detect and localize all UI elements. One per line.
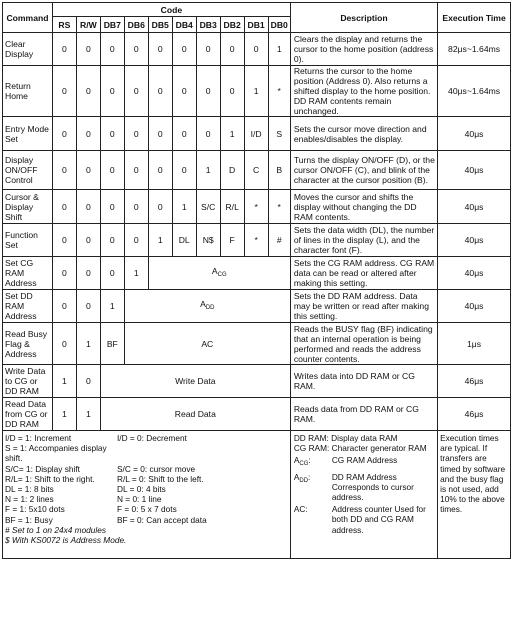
- legend-clear: N = 0: 1 line: [117, 494, 162, 505]
- legend-set: S/C= 1: Display shift: [5, 463, 80, 474]
- code-bit-cell: 0: [52, 257, 76, 290]
- acg-def-letter: A: [293, 455, 300, 466]
- table-row: [3, 323, 511, 365]
- legend-set: BF = 1: Busy: [5, 514, 53, 525]
- code-bit-cell: 0: [76, 151, 100, 190]
- command-name: Read Busy Flag & Address: [3, 323, 53, 365]
- code-bit-cell: 0: [52, 66, 76, 117]
- execution-time: 46μs: [438, 365, 511, 398]
- code-bit-cell: F: [220, 224, 244, 257]
- command-description: Reads data from DD RAM or CG RAM.: [290, 398, 437, 431]
- code-bit-cell: *: [268, 190, 290, 224]
- execution-time: 40μs: [438, 190, 511, 224]
- header-execution-time: Execution Time: [438, 3, 511, 33]
- table-row: [3, 151, 511, 190]
- header-bit-db0: DB0: [268, 17, 290, 33]
- execution-time: 46μs: [438, 398, 511, 431]
- code-bit-cell: BF: [100, 323, 124, 365]
- acg-def-label: [294, 455, 332, 469]
- code-bit-cell: 0: [100, 190, 124, 224]
- header-bit-db4: DB4: [172, 17, 196, 33]
- code-bit-cell: 0: [124, 224, 148, 257]
- code-bit-cell: 0: [196, 117, 220, 151]
- legend-line: [5, 494, 288, 504]
- header-bit-db6: DB6: [124, 17, 148, 33]
- command-name: Set CG RAM Address: [3, 257, 53, 290]
- command-name: Entry Mode Set: [3, 117, 53, 151]
- add-def-label: [294, 472, 332, 503]
- legend-set: N = 1: 2 lines: [5, 494, 54, 505]
- colon: :: [308, 471, 311, 482]
- command-name: Display ON/OFF Control: [3, 151, 53, 190]
- cg-ram-def: CG RAM: Character generator RAM: [293, 443, 427, 454]
- legend-note-ks0072: $ With KS0072 is Address Mode.: [5, 535, 127, 546]
- code-bit-cell: 0: [100, 117, 124, 151]
- code-bit-cell: 1: [196, 151, 220, 190]
- legend-set: R/L= 1: Shift to the right.: [5, 473, 95, 484]
- code-bit-cell: 0: [148, 66, 172, 117]
- code-bit-cell: 1: [76, 323, 100, 365]
- table-row: [3, 117, 511, 151]
- code-bit-cell: 0: [124, 190, 148, 224]
- code-bit-cell: DL: [172, 224, 196, 257]
- command-description: Reads the BUSY flag (BF) indicating that an internal operation is being performed and reads the address counter contents.: [290, 323, 437, 365]
- dd-ram-def: DD RAM: Display data RAM: [293, 433, 398, 443]
- code-span-subscript: CG: [217, 272, 227, 278]
- header-bit-db3: DB3: [196, 17, 220, 33]
- code-bit-cell: 0: [100, 33, 124, 66]
- execution-time: 82μs~1.64ms: [438, 33, 511, 66]
- code-bit-cell: 0: [100, 66, 124, 117]
- legend-line: [5, 484, 288, 494]
- header-bit-db1: DB1: [244, 17, 268, 33]
- code-bit-cell: 1: [52, 365, 76, 398]
- command-name: Function Set: [3, 224, 53, 257]
- code-bit-cell: 0: [52, 323, 76, 365]
- table-row: [3, 290, 511, 323]
- legend-line: [5, 474, 288, 484]
- table-row: [3, 365, 511, 398]
- code-bit-cell: S/C: [196, 190, 220, 224]
- code-bit-cell: 0: [196, 33, 220, 66]
- command-description: Returns the cursor to the home position (Address 0). Also returns a shifted display to the home position. DD RAM contents remain unchanged.: [290, 66, 437, 117]
- code-bit-cell: 0: [148, 117, 172, 151]
- add-def-sub: DD: [299, 477, 309, 484]
- command-description: Clears the display and returns the cursor to the home position (address 0).: [290, 33, 437, 66]
- code-bit-cell: 1: [76, 398, 100, 431]
- code-bit-cell: 0: [76, 33, 100, 66]
- code-bit-cell: 0: [76, 224, 100, 257]
- code-bit-cell: 1: [148, 224, 172, 257]
- command-description: Sets the data width (DL), the number of lines in the display (L), and the character font (F).: [290, 224, 437, 257]
- execution-time: 40μs: [438, 290, 511, 323]
- add-def: [294, 472, 435, 503]
- legend-clear: BF = 0: Can accept data: [117, 514, 207, 525]
- command-description: Turns the display ON/OFF (D), or the cursor ON/OFF (C), and blink of the character at the cursor position (B).: [290, 151, 437, 190]
- ram-legend: [290, 431, 437, 559]
- execution-time: 40μs: [438, 151, 511, 190]
- legend-set: F = 1: 5x10 dots: [5, 504, 65, 515]
- code-bit-cell: 0: [100, 151, 124, 190]
- code-bit-cell: 0: [124, 151, 148, 190]
- command-description: Sets the DD RAM address. Data may be written or read after making this setting.: [290, 290, 437, 323]
- command-description: Sets the cursor move direction and enables/disables the display.: [290, 117, 437, 151]
- table-row: [3, 257, 511, 290]
- code-span-cell: [124, 290, 290, 323]
- legend-line: [5, 515, 288, 525]
- add-def-text: DD RAM Address Corresponds to cursor address.: [331, 471, 414, 503]
- legend-note-24x4: # Set to 1 on 24x4 modules: [5, 524, 107, 535]
- legend-clear: F = 0: 5 x 7 dots: [117, 504, 177, 515]
- code-span-label: Write Data: [175, 376, 216, 386]
- table-row: [3, 224, 511, 257]
- code-bit-cell: 0: [76, 190, 100, 224]
- legend-line: [5, 443, 288, 463]
- legend-line: [5, 464, 288, 474]
- code-bit-cell: 0: [220, 66, 244, 117]
- code-bit-cell: 0: [172, 66, 196, 117]
- command-description: Moves the cursor and shifts the display without changing the DD RAM contents.: [290, 190, 437, 224]
- code-span-cell: [100, 398, 290, 431]
- execution-time: 40μs~1.64ms: [438, 66, 511, 117]
- code-bit-cell: 0: [76, 365, 100, 398]
- legend-set: I/D = 1: Increment: [5, 433, 72, 443]
- code-bit-cell: S: [268, 117, 290, 151]
- execution-time: 40μs: [438, 257, 511, 290]
- code-bit-cell: 0: [52, 224, 76, 257]
- code-bit-cell: 0: [148, 190, 172, 224]
- code-bit-cell: 1: [268, 33, 290, 66]
- code-bit-cell: 0: [172, 117, 196, 151]
- legend-set: S = 1: Accompanies display shift.: [5, 443, 107, 464]
- code-bit-cell: 0: [76, 257, 100, 290]
- code-span-label: AC: [201, 338, 214, 349]
- ac-def-label: [294, 504, 332, 535]
- legend-line: [5, 433, 288, 443]
- code-bit-cell: 0: [52, 117, 76, 151]
- table-row: [3, 33, 511, 66]
- header-bit-rw: R/W: [76, 17, 100, 33]
- code-bit-cell: 0: [196, 66, 220, 117]
- code-bit-cell: 0: [124, 117, 148, 151]
- code-bit-cell: 0: [52, 151, 76, 190]
- command-name: Write Data to CG or DD RAM: [3, 365, 53, 398]
- code-bit-cell: 0: [76, 66, 100, 117]
- header-bit-db7: DB7: [100, 17, 124, 33]
- code-bit-cell: *: [244, 224, 268, 257]
- code-bit-cell: #: [268, 224, 290, 257]
- acg-def: [294, 455, 435, 469]
- code-span-cell: [148, 257, 290, 290]
- code-bit-cell: 1: [244, 66, 268, 117]
- code-bit-cell: 0: [100, 224, 124, 257]
- code-bit-cell: 1: [220, 117, 244, 151]
- ac-def-text: Address counter Used for both DD and CG RAM address.: [331, 504, 426, 535]
- code-bit-cell: R/L: [220, 190, 244, 224]
- ac-def: [294, 504, 435, 535]
- code-span-label: A: [211, 266, 218, 276]
- command-name: Read Data from CG or DD RAM: [3, 398, 53, 431]
- add-def-letter: A: [293, 471, 300, 482]
- command-name: Set DD RAM Address: [3, 290, 53, 323]
- code-bit-cell: 0: [244, 33, 268, 66]
- code-bit-cell: N$: [196, 224, 220, 257]
- legend-row: [3, 431, 511, 559]
- code-bit-cell: 0: [124, 33, 148, 66]
- code-bit-cell: 0: [172, 33, 196, 66]
- header-description: Description: [290, 3, 437, 33]
- code-bit-cell: 0: [76, 117, 100, 151]
- code-bit-cell: *: [244, 190, 268, 224]
- ac-def-letter: AC:: [293, 504, 308, 515]
- table-row: [3, 398, 511, 431]
- command-description: Writes data into DD RAM or CG RAM.: [290, 365, 437, 398]
- code-bit-cell: 0: [100, 257, 124, 290]
- legend-clear: R/L = 0: Shift to the left.: [117, 473, 204, 484]
- legend-clear: S/C = 0: cursor move: [117, 463, 196, 474]
- execution-note: Execution times are typical. If transfers are timed by software and the busy flag is not used, add 10% to the above times.: [438, 431, 511, 559]
- acg-def-sub: CG: [299, 461, 309, 468]
- code-bit-cell: 0: [52, 33, 76, 66]
- legend-clear: DL = 0: 4 bits: [117, 484, 166, 495]
- code-bit-cell: 1: [52, 398, 76, 431]
- code-span-label: Read Data: [174, 409, 216, 419]
- instruction-table: [2, 2, 511, 559]
- code-bit-cell: *: [268, 66, 290, 117]
- code-bit-cell: 0: [76, 290, 100, 323]
- code-bit-cell: 0: [52, 290, 76, 323]
- header-bit-db5: DB5: [148, 17, 172, 33]
- table-row: [3, 190, 511, 224]
- code-span-cell: [124, 323, 290, 365]
- execution-time: 40μs: [438, 117, 511, 151]
- code-span-subscript: DD: [205, 305, 215, 311]
- legend-set: DL = 1: 8 bits: [5, 484, 54, 495]
- header-command: Command: [3, 3, 53, 33]
- code-span-cell: [100, 365, 290, 398]
- bit-legend: [3, 431, 291, 559]
- code-bit-cell: 0: [52, 190, 76, 224]
- acg-def-text: CG RAM Address: [331, 455, 398, 466]
- colon: :: [308, 455, 311, 466]
- header-bit-db2: DB2: [220, 17, 244, 33]
- command-name: Cursor & Display Shift: [3, 190, 53, 224]
- code-bit-cell: C: [244, 151, 268, 190]
- execution-time: 40μs: [438, 224, 511, 257]
- code-bit-cell: 0: [148, 33, 172, 66]
- legend-clear: I/D = 0: Decrement: [117, 433, 187, 443]
- code-bit-cell: 0: [172, 151, 196, 190]
- code-bit-cell: 1: [124, 257, 148, 290]
- code-bit-cell: B: [268, 151, 290, 190]
- command-name: Clear Display: [3, 33, 53, 66]
- execution-time: 1μs: [438, 323, 511, 365]
- header-code: Code: [52, 3, 290, 17]
- command-description: Sets the CG RAM address. CG RAM data can be read or altered after making this setting.: [290, 257, 437, 290]
- code-bit-cell: I/D: [244, 117, 268, 151]
- code-bit-cell: 0: [148, 151, 172, 190]
- code-bit-cell: D: [220, 151, 244, 190]
- code-bit-cell: 1: [172, 190, 196, 224]
- code-bit-cell: 0: [124, 66, 148, 117]
- table-row: [3, 66, 511, 117]
- code-bit-cell: 0: [220, 33, 244, 66]
- code-bit-cell: 1: [100, 290, 124, 323]
- header-bit-rs: RS: [52, 17, 76, 33]
- code-span-label: A: [200, 299, 206, 309]
- command-name: Return Home: [3, 66, 53, 117]
- legend-line: [5, 504, 288, 514]
